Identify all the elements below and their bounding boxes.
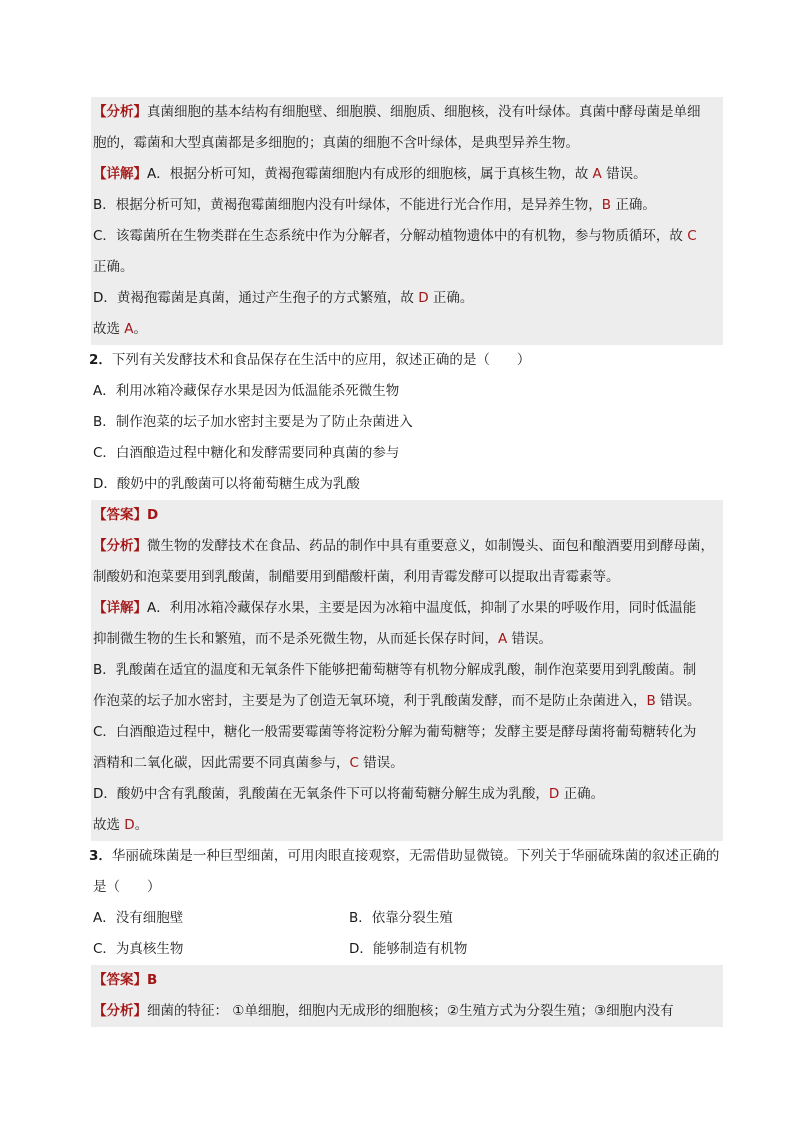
analysis-tag: 【分析】 [93,104,147,120]
q1-analysis-line-1: 【分析】真菌细胞的基本结构有细胞壁、细胞膜、细胞质、细胞核，没有叶绿体。真菌中酵母菌是单细 [93,104,701,120]
q2-detail-line-1: 【详解】A．利用冰箱冷藏保存水果，主要是因为冰箱中温度低，抑制了水果的呼吸作用，同时低温能 [93,600,697,616]
q2-detail-line-7: D．酸奶中含有乳酸菌，乳酸菌在无氧条件下可以将葡萄糖分解生成为乳酸，D 正确。 [93,786,605,802]
detail-tag: 【详解】 [93,166,147,182]
detail-tag: 【详解】 [93,600,147,616]
q1-conclusion: 故选 A。 [93,321,148,337]
q2-option-a: A．利用冰箱冷藏保存水果是因为低温能杀死微生物 [93,383,400,399]
answer-tag: 【答案】 [93,507,147,523]
q2-detail-line-2: 抑制微生物的生长和繁殖，而不是杀死微生物，从而延长保存时间，A 错误。 [93,631,553,647]
q3-stem-line-1: 3．华丽硫珠菌是一种巨型细菌，可用肉眼直接观察，无需借助显微镜。下列关于华丽硫珠菌的叙述正确的 [89,848,720,864]
q2-stem: 2．下列有关发酵技术和食品保存在生活中的应用，叙述正确的是（ ） [89,352,531,368]
q3-option-c: C．为真核生物 [93,941,184,957]
q2-conclusion: 故选 D。 [93,817,149,833]
q1-detail-line-2: B．根据分析可知，黄褐孢霉菌细胞内没有叶绿体，不能进行光合作用，是异养生物，B 正确。 [93,197,656,213]
q3-option-b: B．依靠分裂生殖 [349,910,453,926]
q2-detail-line-6: 酒精和二氧化碳，因此需要不同真菌参与，C 错误。 [93,755,404,771]
q1-explanation [91,97,723,345]
q1-detail-line-3: C．该霉菌所在生物类群在生态系统中作为分解者，分解动植物遗体中的有机物，参与物质循环，故 C [93,228,697,244]
q3-option-a: A．没有细胞壁 [93,910,184,926]
answer-tag: 【答案】 [93,972,147,988]
q1-detail-line-4: 正确。 [93,259,134,275]
q3-stem-line-2: 是（ ） [93,879,161,895]
q1-detail-line-5: D．黄褐孢霉菌是真菌，通过产生孢子的方式繁殖，故 D 正确。 [93,290,474,306]
question-number: 2． [89,352,112,368]
q2-analysis-line-2: 制酸奶和泡菜要用到乳酸菌，制醋要用到醋酸杆菌，利用青霉发酵可以提取出青霉素等。 [93,569,620,585]
q2-explanation [91,500,723,841]
q3-options-row-2 [91,934,723,965]
q1-analysis-line-2: 胞的，霉菌和大型真菌都是多细胞的；真菌的细胞不含叶绿体，是典型异养生物。 [93,135,579,151]
q2-analysis-line-1: 【分析】微生物的发酵技术在食品、药品的制作中具有重要意义，如制馒头、面包和酿酒要用到酵母菌， [93,538,714,554]
analysis-tag: 【分析】 [93,1003,147,1019]
q2-detail-line-4: 作泡菜的坛子加水密封，主要是为了创造无氧环境，利于乳酸菌发酵，而不是防止杂菌进入，B 错误。 [93,693,701,709]
document-page [91,97,723,1027]
q3-analysis-line-1: 【分析】细菌的特征： ①单细胞，细胞内无成形的细胞核；②生殖方式为分裂生殖；③细胞内没有 [93,1003,674,1019]
q3-options-row-1 [91,903,723,934]
question-number: 3． [89,848,112,864]
q3-answer: 【答案】B [93,972,158,988]
q2-option-d: D．酸奶中的乳酸菌可以将葡萄糖生成为乳酸 [93,476,360,492]
q1-detail-line-1: 【详解】A．根据分析可知，黄褐孢霉菌细胞内有成形的细胞核，属于真核生物，故 A 错误。 [93,166,647,182]
q2-option-b: B．制作泡菜的坛子加水密封主要是为了防止杂菌进入 [93,414,413,430]
analysis-tag: 【分析】 [93,538,147,554]
q2-detail-line-3: B．乳酸菌在适宜的温度和无氧条件下能够把葡萄糖等有机物分解成乳酸，制作泡菜要用到乳酸菌。制 [93,662,697,678]
q2-option-c: C．白酒酿造过程中糖化和发酵需要同种真菌的参与 [93,445,400,461]
q3-option-d: D．能够制造有机物 [349,941,468,957]
q3-explanation [91,965,723,1027]
q2-answer: 【答案】D [93,507,159,523]
q2-detail-line-5: C．白酒酿造过程中，糖化一般需要霉菌等将淀粉分解为葡萄糖等；发酵主要是酵母菌将葡萄糖转化为 [93,724,697,740]
